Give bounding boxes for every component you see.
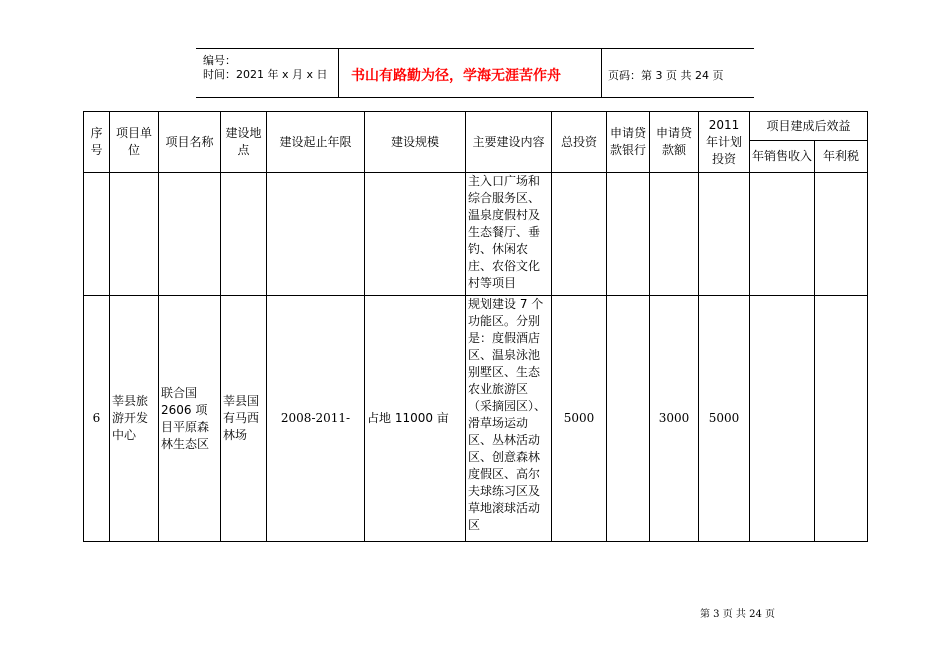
cell-sales [750, 296, 815, 542]
cell-name: 联合国 2606 项目平原森林生态区 [159, 296, 221, 542]
cell-sales [750, 173, 815, 296]
cell-content: 规划建设 7 个功能区。分别是：度假酒店区、温泉泳池别墅区、生态农业旅游区（采摘园区）、滑草场运动区、丛林活动区、创意森林度假区、高尔夫球练习区及草地滚球活动区 [466, 296, 552, 542]
document-number-label: 编号： [203, 54, 236, 67]
table-header-row [84, 112, 868, 141]
cell-loan: 3000 [650, 296, 699, 542]
cell-period [267, 173, 365, 296]
cell-scale [365, 173, 466, 296]
cell-content: 主入口广场和综合服务区、温泉度假村及生态餐厅、垂钓、休闲农庄、农俗文化村等项目 [466, 173, 552, 296]
cell-loan [650, 173, 699, 296]
cell-scale: 占地 11000 亩 [365, 296, 466, 542]
table-row [84, 296, 868, 542]
document-time-label: 时间：2021 年 x 月 x 日 [203, 68, 328, 81]
cell-seq [84, 173, 110, 296]
header-unit: 项目单位 [110, 112, 159, 173]
header-page-code: 页码：第 3 页 共 24 页 [608, 69, 724, 82]
cell-total: 5000 [552, 296, 607, 542]
cell-plan2011 [699, 173, 750, 296]
page-footer: 第 3 页 共 24 页 [700, 609, 775, 620]
cell-tax [815, 173, 868, 296]
project-table [83, 111, 868, 542]
cell-period: 2008-2011- [267, 296, 365, 542]
header-scale: 建设规模 [365, 112, 466, 173]
header-seq: 序号 [84, 112, 110, 173]
header-divider [601, 49, 602, 97]
cell-seq: 6 [84, 296, 110, 542]
cell-plan2011: 5000 [699, 296, 750, 542]
header-sales: 年销售收入 [750, 141, 815, 173]
cell-total [552, 173, 607, 296]
cell-unit [110, 173, 159, 296]
header-benefit: 项目建成后效益 [750, 112, 868, 141]
header-divider [338, 49, 339, 97]
header-bank: 申请贷款银行 [607, 112, 650, 173]
header-content: 主要建设内容 [466, 112, 552, 173]
header-loan: 申请贷款额 [650, 112, 699, 173]
cell-tax [815, 296, 868, 542]
header-tax: 年利税 [815, 141, 868, 173]
header-plan2011: 2011 年计划投资 [699, 112, 750, 173]
cell-location [221, 173, 267, 296]
header-period: 建设起止年限 [267, 112, 365, 173]
cell-location: 莘县国有马西林场 [221, 296, 267, 542]
header-location: 建设地点 [221, 112, 267, 173]
document-header [196, 48, 754, 98]
cell-bank [607, 296, 650, 542]
cell-name [159, 173, 221, 296]
header-total: 总投资 [552, 112, 607, 173]
header-motto: 书山有路勤为径，学海无涯苦作舟 [351, 68, 561, 84]
cell-unit: 莘县旅游开发中心 [110, 296, 159, 542]
header-name: 项目名称 [159, 112, 221, 173]
table-row [84, 173, 868, 296]
cell-bank [607, 173, 650, 296]
